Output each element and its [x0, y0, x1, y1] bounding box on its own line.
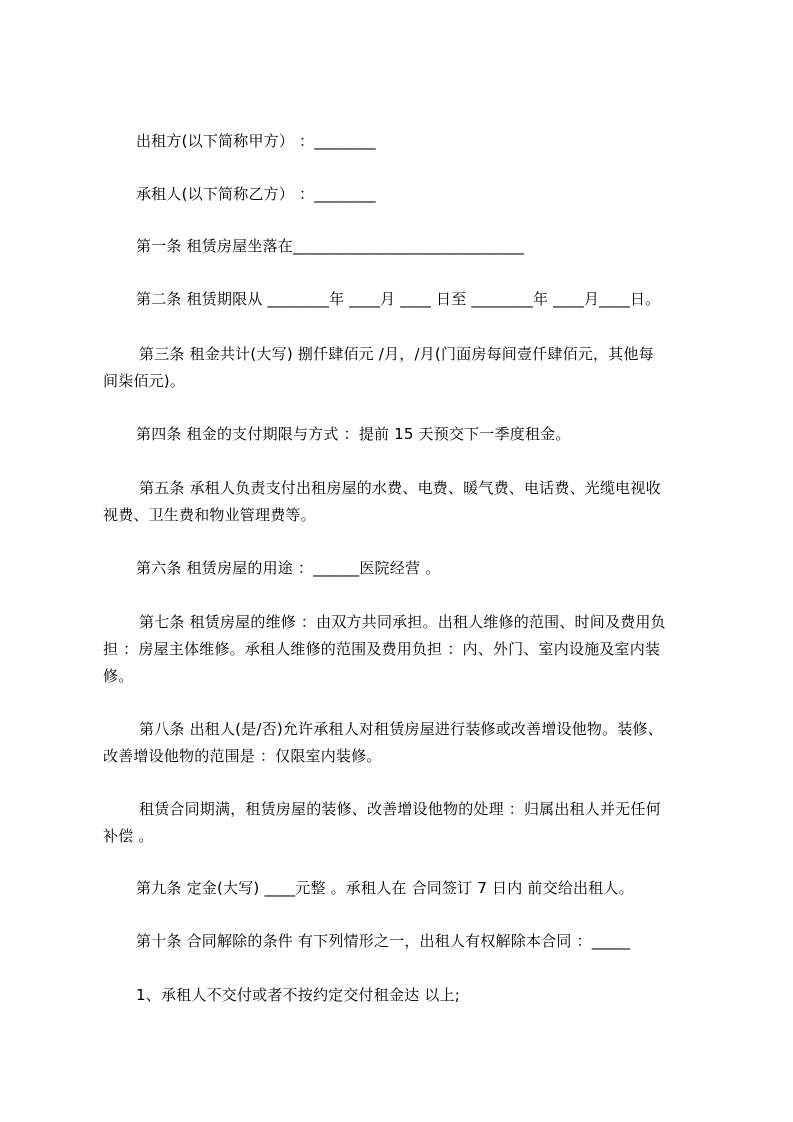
- article-5-line-2: 视费、卫生费和物业管理费等。: [103, 506, 316, 524]
- article-10: 第十条 合同解除的条件 有下列情形之一，出租人有权解除本合同 ：_____: [136, 932, 631, 950]
- article-5-line-1: 第五条 承租人负责支付出租房屋的水费、电费、暖气费、电话费、光缆电视收: [139, 479, 661, 497]
- article-7-line-3: 修。: [103, 667, 134, 685]
- article-8-continuation-line-1: 租赁合同期满，租赁房屋的装修、改善增设他物的处理 ：归属出租人并无任何: [139, 800, 661, 818]
- article-3: [103, 341, 701, 395]
- article-5: [103, 475, 701, 529]
- article-3-line-1: 第三条 租金共计(大写) 捌仟肆佰元 /月，/月(门面房每间壹仟肆佰元，其他每: [139, 345, 654, 363]
- article-6: 第六条 租赁房屋的用途 ：______医院经营 。: [136, 559, 441, 577]
- article-8-continuation-line-2: 补偿 。: [103, 827, 154, 845]
- article-9: 第九条 定金(大写) ____元整 。承租人在 合同签订 7 日内 前交给出租人。: [136, 879, 634, 897]
- list-item: 1、承租人不交付或者不按约定交付租金达 以上;: [136, 986, 460, 1004]
- article-8: [103, 716, 701, 770]
- article-8-line-2: 改善增设他物的范围是 ：仅限室内装修。: [103, 747, 382, 765]
- article-7: [103, 609, 701, 690]
- article-7-line-1: 第七条 租赁房屋的维修 ：由双方共同承担。出租人维修的范围、时间及费用负: [139, 613, 666, 631]
- article-2: 第二条 租赁期限从 ________年 ____月 ____ 日至 ________年 ____月____日。: [136, 290, 661, 308]
- lessee-line: 承租人(以下简称乙方） ：________: [136, 185, 376, 203]
- article-8-line-1: 第八条 出租人(是/否)允许承租人对租赁房屋进行装修或改善增设他物。装修、: [139, 720, 663, 738]
- article-4: 第四条 租金的支付期限与方式 ：提前 15 天预交下一季度租金。: [136, 425, 571, 443]
- article-7-line-2: 担 ：房屋主体维修。承租人维修的范围及费用负担 ：内、外门、室内设施及室内装: [103, 640, 661, 658]
- article-3-line-2: 间柒佰元)。: [103, 372, 186, 390]
- lessor-line: 出租方(以下简称甲方） ：________: [136, 132, 376, 150]
- article-1: 第一条 租赁房屋坐落在______________________________: [136, 237, 524, 255]
- article-8-continuation: [103, 796, 701, 850]
